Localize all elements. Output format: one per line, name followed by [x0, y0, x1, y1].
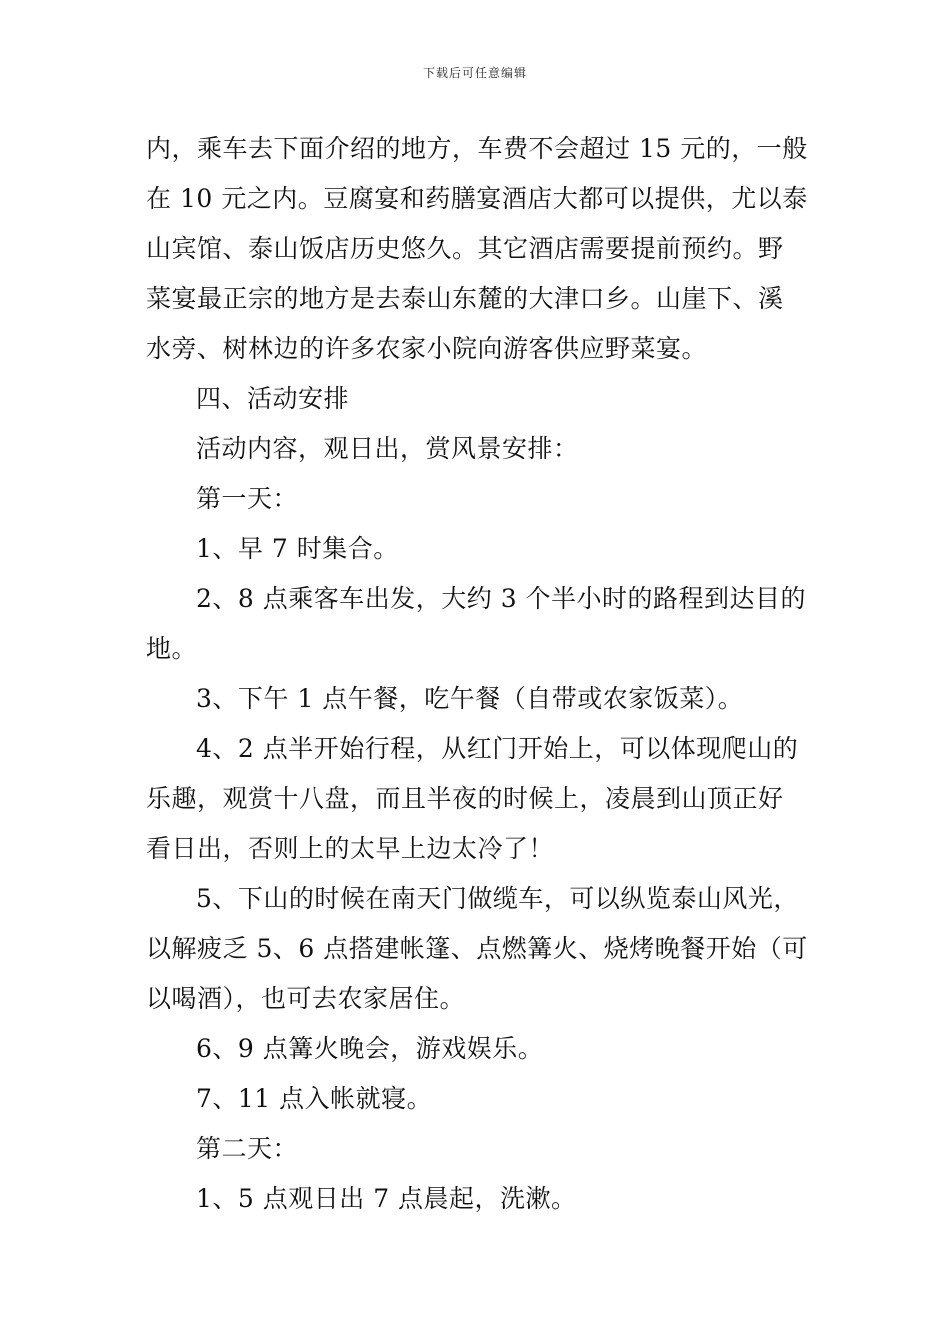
list-item: 1、5 点观日出 7 点晨起，洗漱。	[196, 1184, 577, 1213]
list-item: 7、11 点入帐就寝。	[196, 1084, 433, 1113]
list-item: 6、9 点篝火晚会，游戏娱乐。	[196, 1034, 544, 1063]
list-item: 4、2 点半开始行程，从红门开始上，可以体现爬山的	[196, 734, 799, 763]
text-line: 看日出，否则上的太早上边太冷了！	[146, 834, 555, 863]
day-heading: 第二天：	[196, 1134, 299, 1163]
text-line: 水旁、树林边的许多农家小院向游客供应野菜宴。	[146, 334, 708, 363]
text-line: 菜宴最正宗的地方是去泰山东麓的大津口乡。山崖下、溪	[146, 284, 784, 313]
text-line: 山宾馆、泰山饭店历史悠久。其它酒店需要提前预约。野	[146, 234, 784, 263]
list-item: 1、早 7 时集合。	[196, 534, 399, 563]
text-line: 内，乘车去下面介绍的地方，车费不会超过 15 元的，一般	[146, 134, 808, 163]
text-line: 以解疲乏 5、6 点搭建帐篷、点燃篝火、烧烤晚餐开始（可	[146, 934, 808, 963]
list-item: 3、下午 1 点午餐，吃午餐（自带或农家饭菜）。	[196, 684, 744, 713]
text-line: 活动内容，观日出，赏风景安排：	[196, 434, 579, 463]
document-body	[146, 124, 810, 1224]
list-item: 5、下山的时候在南天门做缆车，可以纵览泰山风光，	[196, 884, 799, 913]
text-line: 地。	[146, 634, 198, 663]
text-line: 以喝酒），也可去农家居住。	[146, 984, 466, 1013]
list-item: 2、8 点乘客车出发，大约 3 个半小时的路程到达目的	[196, 584, 807, 613]
day-heading: 第一天：	[196, 484, 299, 513]
text-line: 在 10 元之内。豆腐宴和药膳宴酒店大都可以提供，尤以泰	[146, 184, 808, 213]
page-header: 下载后可任意编辑	[422, 66, 527, 80]
text-line: 乐趣，观赏十八盘，而且半夜的时候上，凌晨到山顶正好	[146, 784, 784, 813]
section-heading: 四、活动安排	[196, 384, 350, 413]
